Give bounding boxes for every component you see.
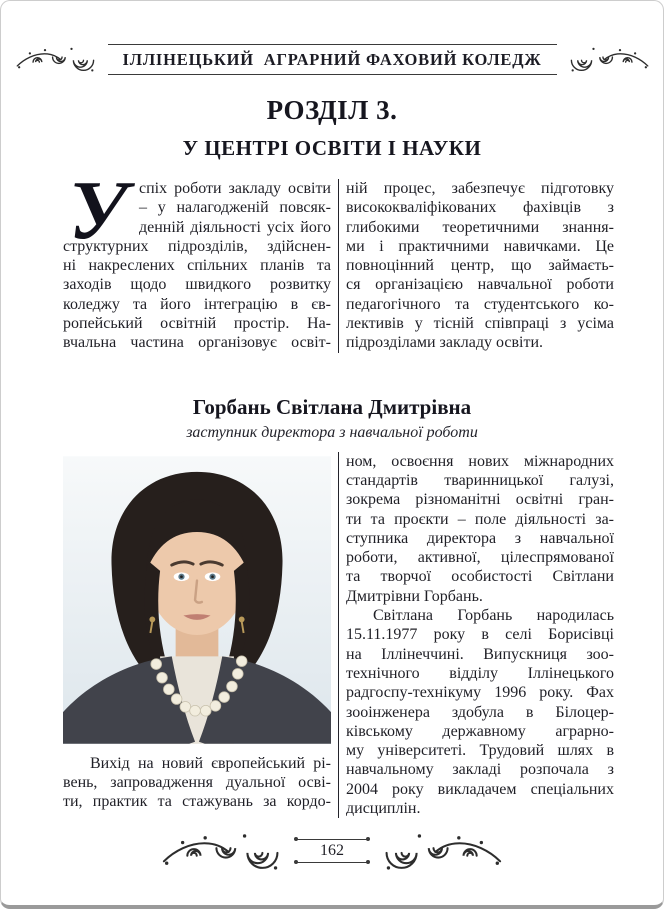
bio-paragraph-1: ном, освоєння нових міжнародних стандартів тваринницької галузі, зокрема різноманітні освітні гран- ти та проєкти – поле діяльності за- ступника директора з навчальної роботи, активної, цілеспрямованої та творчої особистості Світлани Дмитрівни Горбань. <box>346 452 614 605</box>
intro-left-text: спіх роботи закладу освіти – у налагодженій повсяк- денній діяльності усіх його структурних підрозділів, здійснен- ні накреслених спільних планів та заходів щодо швидкого розвитку коледжу та його інтеграцію в єв- ропейський освітній простір. На- вчальна частина організовує освіт- <box>63 180 331 352</box>
flourish-right-icon <box>567 43 649 75</box>
footer-flourish-left-icon <box>162 828 284 874</box>
portrait-photo <box>63 452 331 748</box>
profile-columns <box>63 452 613 819</box>
page-header <box>1 43 663 75</box>
below-photo-text: Вихід на новий європейський рі- вень, запровадження дуальної осві- ти, практик та стажувань за кордо- <box>63 754 331 811</box>
intro-right-text: ній процес, забезпечує підготовку висококваліфікованих фахівців з глибокими теоретичними знання- ми і практичними навичками. Це повноцінний центр, що займаєть- ся організацією навчальної роботи педагогічного та студентського ко- лективів у тісній співпраці з усіма підрозділами закладу освіти. <box>346 180 614 352</box>
person-name: Горбань Світлана Дмитрівна <box>192 394 472 419</box>
profile-left-column <box>63 452 331 819</box>
profile-right-column <box>346 452 614 819</box>
college-name: ІЛЛІНЕЦЬКИЙ АГРАРНИЙ ФАХОВИЙ КОЛЕДЖ <box>108 44 557 75</box>
column-divider <box>338 179 340 353</box>
page-number: 162 <box>320 842 344 860</box>
person-role: заступник директора з навчальної роботи <box>186 423 478 441</box>
page-number-block <box>296 839 368 863</box>
bio-paragraph-2: Світлана Горбань народилась 15.11.1977 року в селі Борисівці на Іллінеччині. Випускниця зоо- технічного відділу Іллінецького радгоспу-технікуму 1996 року. Фах зооінженера здобула в Білоцер- ківському державному аграрно- му університеті. Трудовий шлях в навчальному закладі розпочала з 2004 року викладачем спеціальних дисциплін. <box>346 607 614 818</box>
page-number-rule-top <box>296 839 368 840</box>
intro-left-column <box>63 164 331 353</box>
page-footer <box>1 828 663 874</box>
section-title: У ЦЕНТРІ ОСВІТИ І НАУКИ <box>182 136 482 160</box>
column-divider <box>338 452 340 819</box>
intro-right-column <box>346 179 614 353</box>
page-number-rule-bottom <box>296 862 368 863</box>
chapter-title: РОЗДІЛ 3. <box>266 95 398 125</box>
intro-columns <box>63 164 614 353</box>
footer-flourish-right-icon <box>380 828 502 874</box>
drop-cap: У <box>68 164 128 257</box>
flourish-left-icon <box>16 43 98 75</box>
